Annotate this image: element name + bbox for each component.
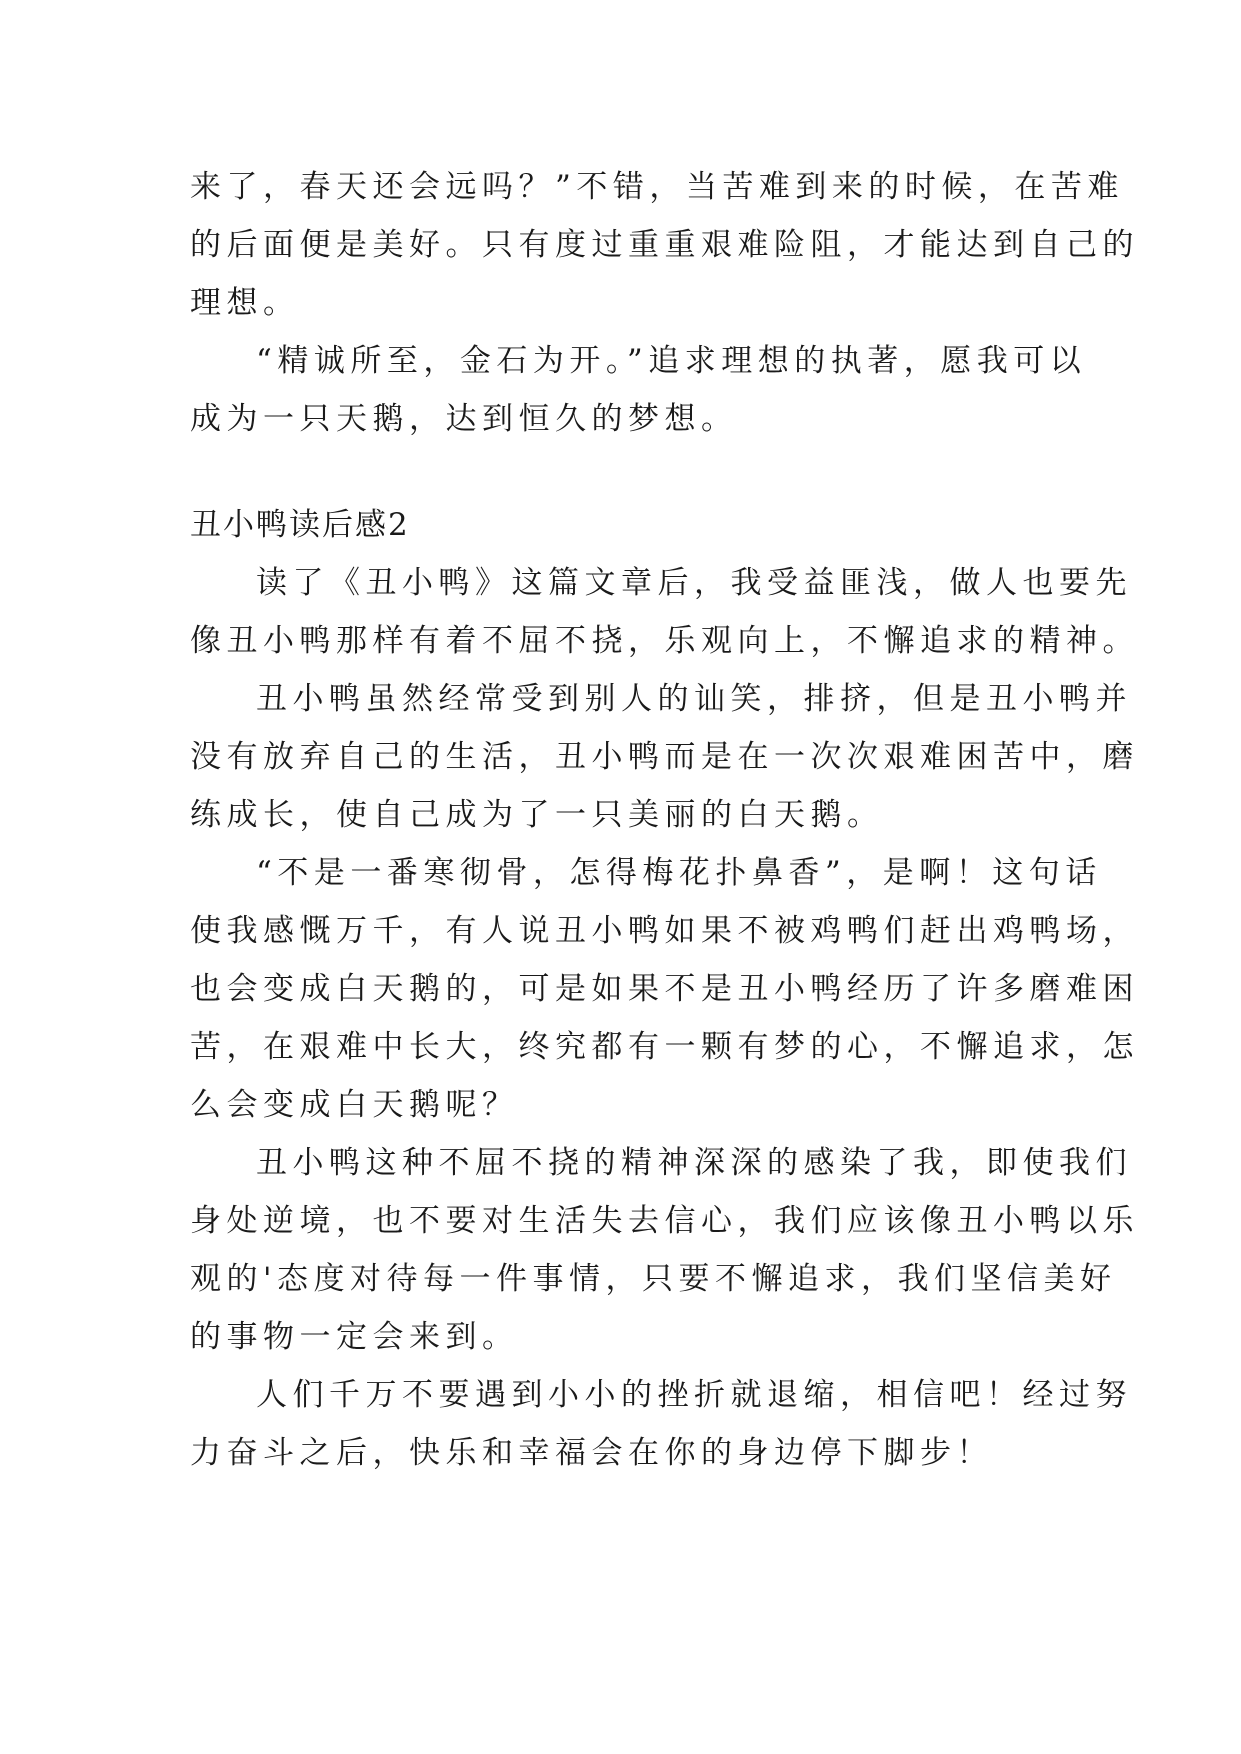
paragraph-5 — [190, 1366, 1132, 1482]
paragraph-prev-closing — [190, 332, 1087, 448]
text-line: 像丑小鸭那样有着不屈不挠，乐观向上，不懈追求的精神。 — [190, 623, 1139, 659]
paragraph-2 — [190, 670, 1139, 844]
text-line: 力奋斗之后，快乐和幸福会在你的身边停下脚步！ — [190, 1435, 993, 1471]
text-line: 也会变成白天鹅的，可是如果不是丑小鸭经历了许多磨难困 — [190, 971, 1139, 1007]
text-line: 人们千万不要遇到小小的挫折就退缩，相信吧！经过努 — [256, 1377, 1132, 1413]
text-line: 丑小鸭虽然经常受到别人的讪笑，排挤，但是丑小鸭并 — [256, 681, 1132, 717]
text-line: 丑小鸭这种不屈不挠的精神深深的感染了我，即使我们 — [256, 1145, 1132, 1181]
text-line: 苦，在艰难中长大，终究都有一颗有梦的心，不懈追求，怎 — [190, 1029, 1139, 1065]
text-line: 成为一只天鹅，达到恒久的梦想。 — [190, 401, 738, 437]
text-line: “不是一番寒彻骨，怎得梅花扑鼻香”，是啊！这句话 — [256, 855, 1102, 891]
text-line: 的事物一定会来到。 — [190, 1319, 519, 1355]
paragraph-prev-continuation — [190, 158, 1139, 332]
text-line: 没有放弃自己的生活，丑小鸭而是在一次次艰难困苦中，磨 — [190, 739, 1139, 775]
text-line: 使我感慨万千，有人说丑小鸭如果不被鸡鸭们赶出鸡鸭场， — [190, 913, 1139, 949]
text-line: 的后面便是美好。只有度过重重艰难险阻，才能达到自己的 — [190, 227, 1139, 263]
paragraph-4 — [190, 1134, 1139, 1366]
section-spacer — [190, 448, 1060, 496]
paragraph-3 — [190, 844, 1139, 1134]
paragraph-1 — [190, 554, 1139, 670]
text-line: “精诚所至，金石为开。”追求理想的执著，愿我可以 — [256, 343, 1087, 379]
text-line: 理想。 — [190, 285, 300, 321]
text-line: 练成长，使自己成为了一只美丽的白天鹅。 — [190, 797, 884, 833]
document-body — [190, 158, 1139, 1482]
section-title: 丑小鸭读后感2 — [190, 507, 410, 543]
text-line: 么会变成白天鹅呢？ — [190, 1087, 519, 1123]
text-line: 来了，春天还会远吗？”不错，当苦难到来的时候，在苦难 — [190, 169, 1124, 205]
text-line: 观的'态度对待每一件事情，只要不懈追求，我们坚信美好 — [190, 1261, 1117, 1297]
text-line: 读了《丑小鸭》这篇文章后，我受益匪浅，做人也要先 — [256, 565, 1132, 601]
text-line: 身处逆境，也不要对生活失去信心，我们应该像丑小鸭以乐 — [190, 1203, 1139, 1239]
